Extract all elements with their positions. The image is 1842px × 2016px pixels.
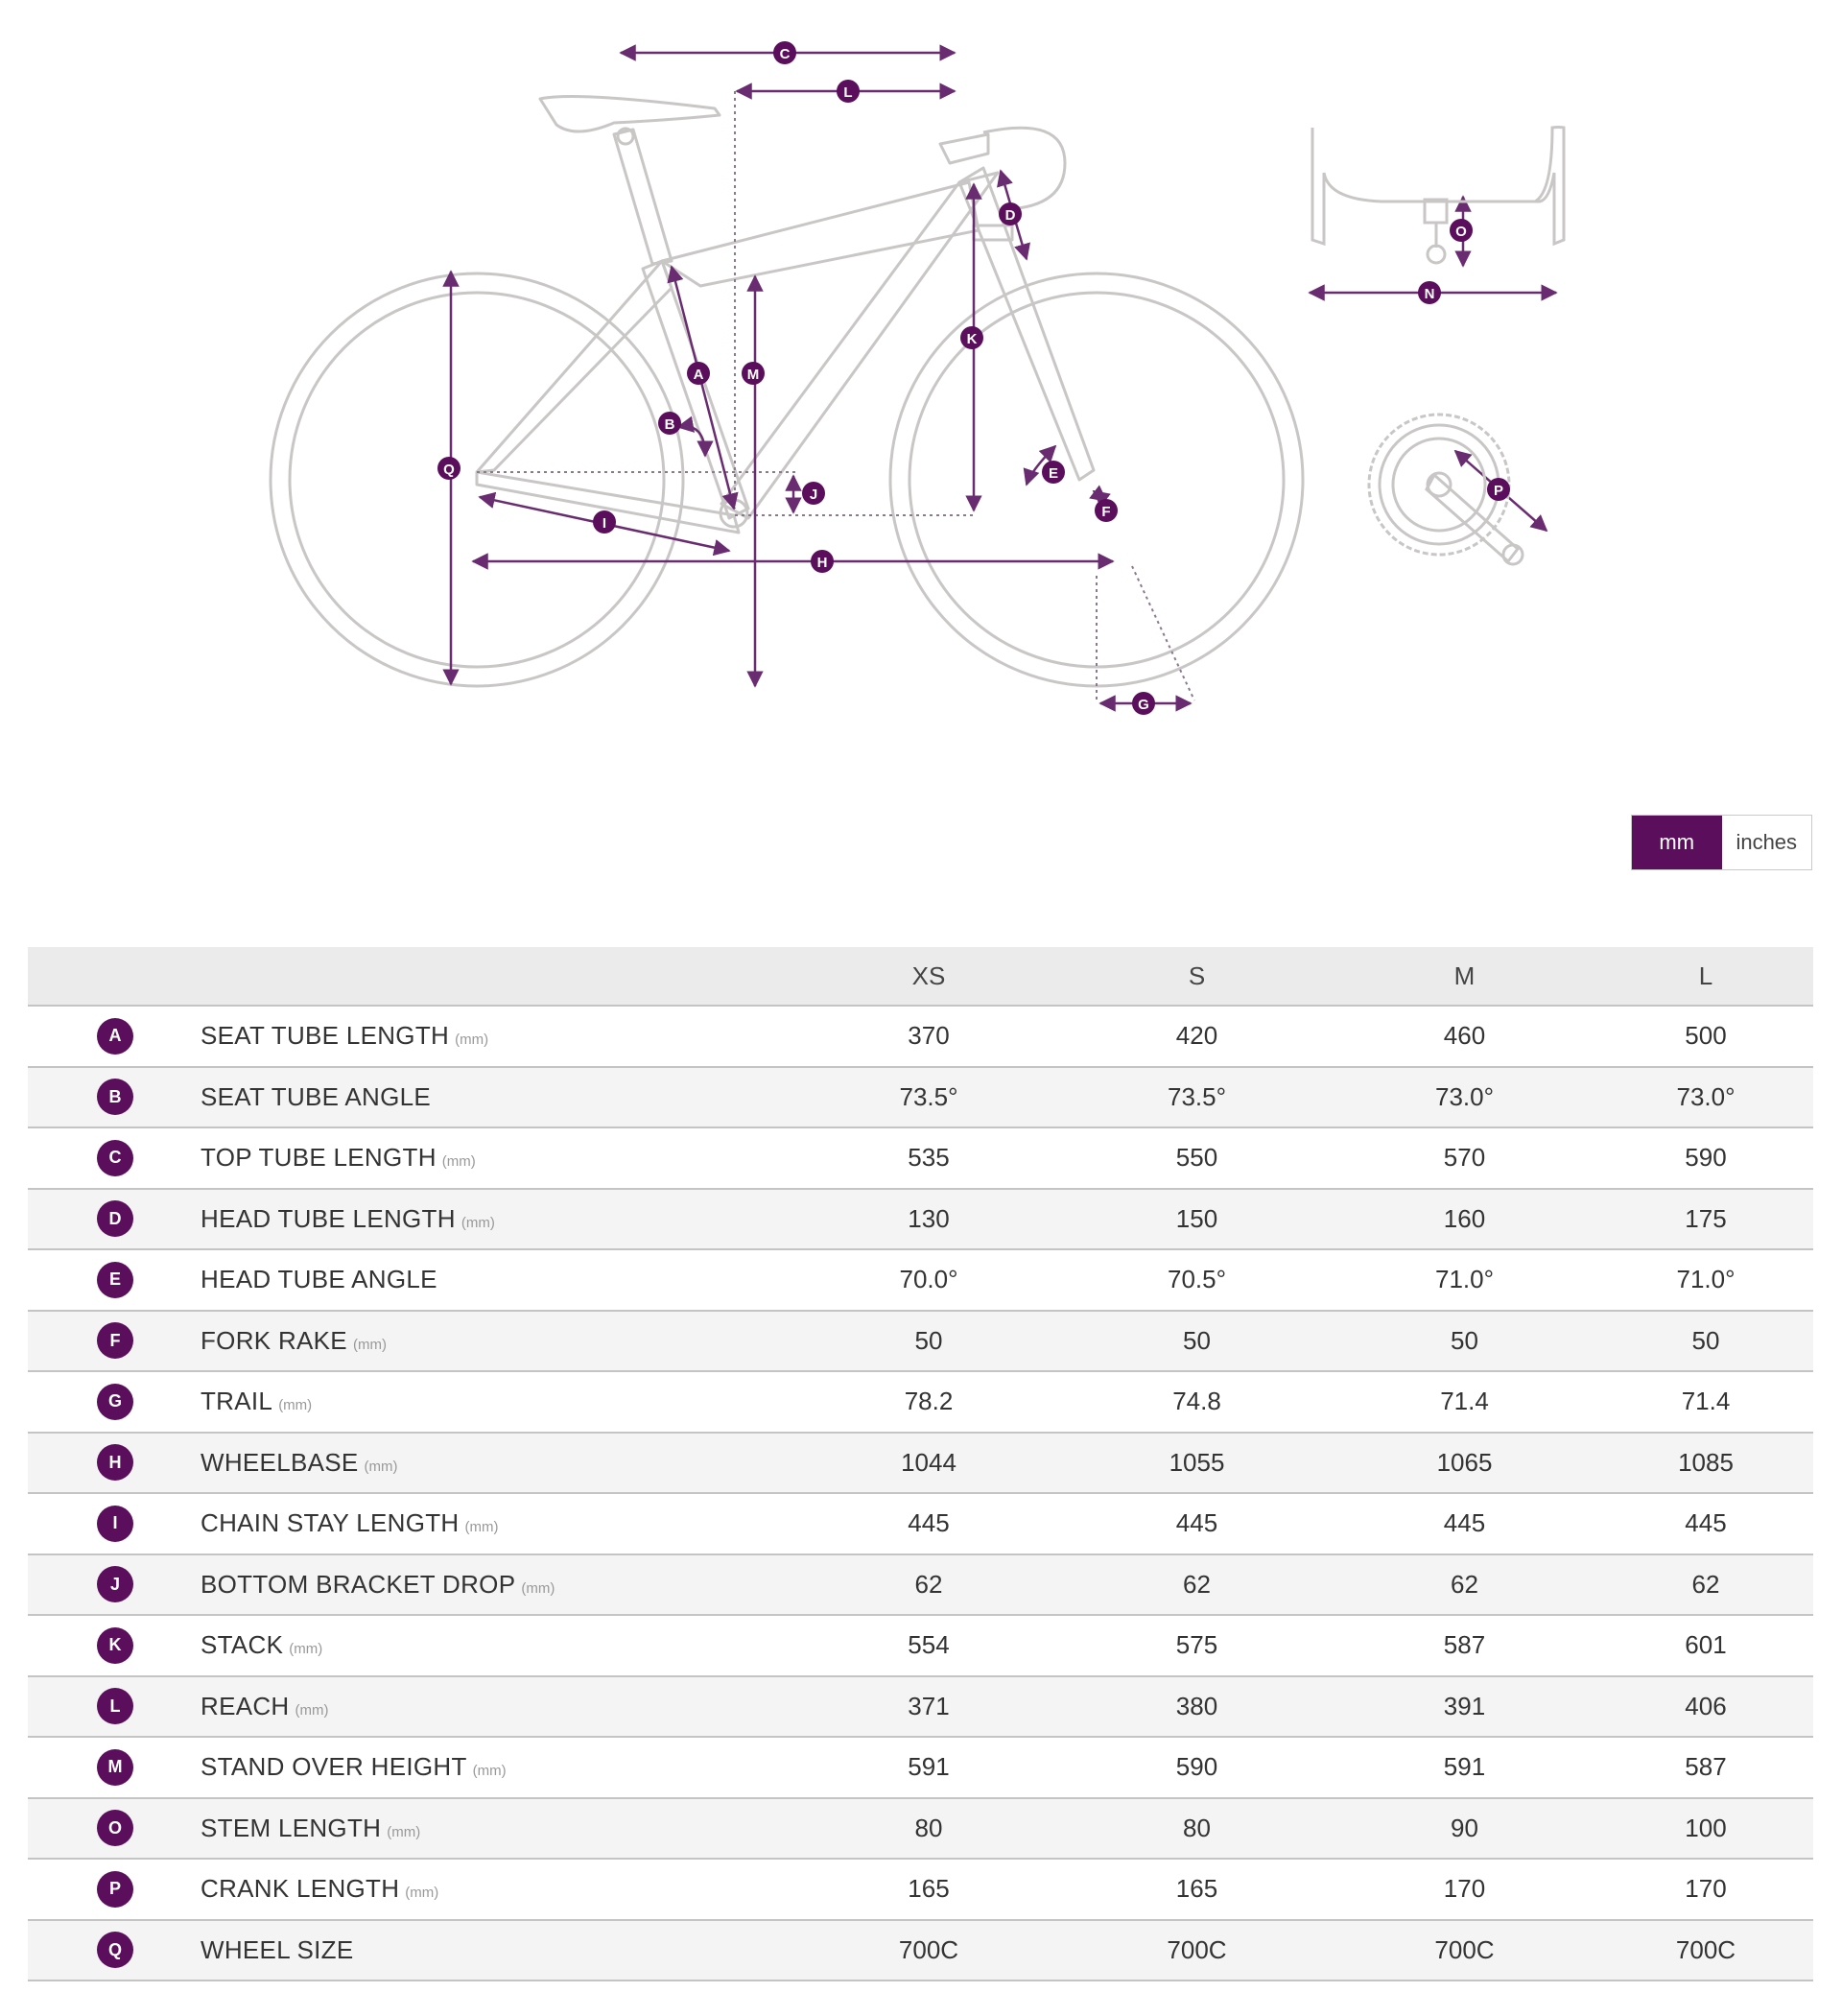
measurement-label: CHAIN STAY LENGTH <box>201 1508 460 1538</box>
value-cell: 50 <box>1183 1325 1211 1355</box>
badge-cell <box>28 1859 201 1920</box>
value-cell: 80 <box>1183 1813 1211 1842</box>
measurement-key-badge: C <box>97 1140 133 1176</box>
measurement-label-cell <box>201 1189 794 1250</box>
marker-q-badge <box>437 457 460 480</box>
value-cell: 380 <box>1175 1691 1218 1720</box>
measurement-label-cell <box>201 1127 794 1189</box>
marker-c-badge <box>773 41 796 64</box>
geometry-table-body <box>28 1006 1813 1980</box>
value-cell: 74.8 <box>1172 1387 1221 1416</box>
value-cell: 170 <box>1685 1874 1727 1904</box>
badge-cell <box>28 1615 201 1676</box>
measurement-key-badge: M <box>97 1749 133 1786</box>
measurement-label-cell <box>201 1920 794 1981</box>
measurement-key-badge: G <box>97 1384 133 1420</box>
table-row <box>28 1371 1813 1433</box>
value-cell: 62 <box>1691 1569 1720 1599</box>
marker-n-badge <box>1418 281 1441 304</box>
measurement-label: TRAIL <box>201 1387 273 1416</box>
measurement-unit: (mm) <box>441 1153 476 1171</box>
badge-cell <box>28 1067 201 1128</box>
measurement-label-cell <box>201 1433 794 1494</box>
table-row <box>28 1859 1813 1920</box>
badge-cell <box>28 1249 201 1311</box>
svg-text:M: M <box>746 367 760 383</box>
unit-mm-button[interactable]: mm <box>1632 816 1722 869</box>
value-cell: 591 <box>1443 1752 1486 1782</box>
measurement-label: HEAD TUBE LENGTH <box>201 1203 456 1233</box>
value-cell: 601 <box>1685 1630 1727 1660</box>
badge-cell <box>28 1371 201 1433</box>
table-row <box>28 1249 1813 1311</box>
measurement-label-cell <box>201 1554 794 1616</box>
measurement-key-badge: Q <box>97 1932 133 1968</box>
value-cell: 73.0° <box>1676 1081 1736 1111</box>
table-row <box>28 1067 1813 1128</box>
value-cell: 175 <box>1685 1203 1727 1233</box>
table-row <box>28 1676 1813 1738</box>
measurement-label-cell <box>201 1067 794 1128</box>
size-header-m: M <box>1453 961 1476 990</box>
badge-cell <box>28 1920 201 1981</box>
measurement-label: FORK RAKE <box>201 1325 347 1355</box>
value-cell: 170 <box>1443 1874 1486 1904</box>
table-row <box>28 1311 1813 1372</box>
marker-k-badge <box>960 326 983 349</box>
badge-cell <box>28 1737 201 1798</box>
svg-text:E: E <box>1048 465 1059 482</box>
measurement-unit: (mm) <box>464 1519 499 1536</box>
value-cell: 590 <box>1175 1752 1218 1782</box>
header-blank-label <box>201 947 794 1006</box>
badge-cell <box>28 1006 201 1067</box>
table-row <box>28 1798 1813 1860</box>
marker-o-badge <box>1450 219 1473 242</box>
measurement-key-badge: L <box>97 1688 133 1724</box>
value-cell: 535 <box>908 1143 950 1173</box>
value-cell: 1044 <box>901 1447 956 1477</box>
marker-h-badge <box>811 550 834 573</box>
table-row <box>28 1920 1813 1981</box>
value-cell: 591 <box>908 1752 950 1782</box>
value-cell: 587 <box>1443 1630 1486 1660</box>
value-cell: 100 <box>1685 1813 1727 1842</box>
measurement-label-cell <box>201 1249 794 1311</box>
measurement-unit: (mm) <box>460 1214 495 1231</box>
table-row <box>28 1127 1813 1189</box>
value-cell: 130 <box>908 1203 950 1233</box>
table-row <box>28 1493 1813 1554</box>
marker-d-badge <box>999 202 1022 225</box>
value-cell: 165 <box>908 1874 950 1904</box>
measurement-label: SEAT TUBE LENGTH <box>201 1021 450 1051</box>
value-cell: 70.5° <box>1167 1265 1226 1294</box>
measurement-key-badge: D <box>97 1200 133 1237</box>
bike-frame <box>477 97 1094 533</box>
value-cell: 73.0° <box>1434 1081 1494 1111</box>
value-cell: 550 <box>1175 1143 1218 1173</box>
value-cell: 150 <box>1175 1203 1218 1233</box>
marker-e-badge <box>1042 461 1065 484</box>
value-cell: 1085 <box>1678 1447 1734 1477</box>
value-cell: 73.5° <box>899 1081 958 1111</box>
value-cell: 1065 <box>1436 1447 1493 1477</box>
svg-text:J: J <box>809 486 818 503</box>
measurement-label-cell <box>201 1493 794 1554</box>
measurement-unit: (mm) <box>289 1641 323 1658</box>
badge-cell <box>28 1189 201 1250</box>
value-cell: 460 <box>1443 1021 1486 1051</box>
measurement-label: WHEEL SIZE <box>201 1934 354 1964</box>
measurement-unit: (mm) <box>364 1458 398 1475</box>
badge-cell <box>28 1493 201 1554</box>
svg-text:F: F <box>1101 504 1111 520</box>
measurement-key-badge: J <box>97 1566 133 1602</box>
marker-p-badge <box>1487 478 1510 501</box>
value-cell: 370 <box>908 1021 950 1051</box>
marker-g-badge <box>1132 692 1155 715</box>
value-cell: 71.4 <box>1681 1387 1731 1416</box>
measurement-label: BOTTOM BRACKET DROP <box>201 1569 516 1599</box>
value-cell: 73.5° <box>1167 1081 1226 1111</box>
measurement-label-cell <box>201 1371 794 1433</box>
measurement-key-badge: H <box>97 1444 133 1481</box>
value-cell: 90 <box>1451 1813 1478 1842</box>
handlebar-inset <box>1312 128 1564 264</box>
value-cell: 445 <box>1175 1508 1218 1538</box>
size-header-xs: XS <box>911 961 946 990</box>
value-cell: 80 <box>914 1813 943 1842</box>
marker-i-badge <box>593 510 616 534</box>
value-cell: 570 <box>1443 1143 1486 1173</box>
svg-text:B: B <box>664 416 675 433</box>
value-cell: 62 <box>1451 1569 1478 1599</box>
badge-cell <box>28 1127 201 1189</box>
unit-toggle <box>1631 815 1812 870</box>
value-cell: 445 <box>1685 1508 1727 1538</box>
value-cell: 50 <box>1451 1325 1478 1355</box>
measurement-label: TOP TUBE LENGTH <box>201 1143 437 1173</box>
table-row <box>28 1433 1813 1494</box>
table-row <box>28 1189 1813 1250</box>
measurement-label-cell <box>201 1676 794 1738</box>
value-cell: 71.0° <box>1434 1265 1494 1294</box>
value-cell: 78.2 <box>904 1387 954 1416</box>
svg-text:I: I <box>602 515 607 532</box>
marker-b-badge <box>658 412 681 435</box>
measurement-label: HEAD TUBE ANGLE <box>201 1265 437 1294</box>
measurement-label-cell <box>201 1311 794 1372</box>
size-header-s: S <box>1188 961 1206 990</box>
value-cell: 587 <box>1685 1752 1727 1782</box>
value-cell: 71.4 <box>1440 1387 1489 1416</box>
measurement-key-badge: F <box>97 1322 133 1359</box>
value-cell: 391 <box>1443 1691 1486 1720</box>
value-cell: 50 <box>1691 1325 1720 1355</box>
table-row <box>28 1554 1813 1616</box>
measurement-unit: (mm) <box>278 1397 313 1414</box>
value-cell: 554 <box>908 1630 950 1660</box>
svg-text:Q: Q <box>443 462 455 478</box>
size-header-row <box>28 947 1813 1006</box>
measurement-unit: (mm) <box>352 1336 387 1353</box>
size-header-l: L <box>1698 961 1713 990</box>
measurement-label-cell <box>201 1737 794 1798</box>
measurement-key-badge: E <box>97 1262 133 1298</box>
header-blank-badge <box>28 947 201 1006</box>
marker-l-badge <box>837 80 860 103</box>
value-cell: 500 <box>1685 1021 1727 1051</box>
measurement-label-cell <box>201 1859 794 1920</box>
measurement-key-badge: K <box>97 1627 133 1664</box>
value-cell: 160 <box>1443 1203 1486 1233</box>
measurement-unit: (mm) <box>455 1032 489 1049</box>
geometry-table <box>28 947 1813 1981</box>
measurement-key-badge: B <box>97 1079 133 1115</box>
svg-text:A: A <box>693 367 704 383</box>
measurement-unit: (mm) <box>472 1763 507 1780</box>
badge-cell <box>28 1433 201 1494</box>
measurement-label: CRANK LENGTH <box>201 1874 400 1904</box>
marker-m-badge <box>742 362 765 385</box>
measurement-key-badge: A <box>97 1018 133 1055</box>
value-cell: 700C <box>1675 1934 1736 1964</box>
value-cell: 62 <box>914 1569 943 1599</box>
svg-text:K: K <box>966 331 978 347</box>
bike-geometry-diagram <box>0 0 1842 748</box>
measurement-label: STAND OVER HEIGHT <box>201 1752 467 1782</box>
value-cell: 445 <box>908 1508 950 1538</box>
marker-f-badge <box>1095 499 1118 522</box>
measurement-label-cell <box>201 1798 794 1860</box>
table-row <box>28 1737 1813 1798</box>
measurement-label: REACH <box>201 1691 290 1720</box>
svg-text:G: G <box>1138 697 1149 713</box>
svg-text:O: O <box>1455 224 1467 240</box>
svg-text:P: P <box>1493 483 1504 499</box>
svg-text:H: H <box>816 555 828 571</box>
marker-j-badge <box>802 482 825 505</box>
svg-text:D: D <box>1004 207 1016 224</box>
value-cell: 700C <box>898 1934 959 1964</box>
measurement-key-badge: P <box>97 1871 133 1908</box>
value-cell: 71.0° <box>1676 1265 1736 1294</box>
value-cell: 406 <box>1685 1691 1727 1720</box>
unit-inches-button[interactable]: inches <box>1722 816 1812 869</box>
value-cell: 590 <box>1685 1143 1727 1173</box>
value-cell: 165 <box>1175 1874 1218 1904</box>
diagram-canvas <box>0 0 1842 748</box>
measurement-label: STEM LENGTH <box>201 1813 382 1842</box>
marker-a-badge <box>687 362 710 385</box>
table-row <box>28 1615 1813 1676</box>
table-row <box>28 1006 1813 1067</box>
measurement-label-cell <box>201 1006 794 1067</box>
measurement-unit: (mm) <box>295 1701 329 1719</box>
value-cell: 700C <box>1434 1934 1495 1964</box>
value-cell: 420 <box>1175 1021 1218 1051</box>
value-cell: 445 <box>1443 1508 1486 1538</box>
measurement-label: SEAT TUBE ANGLE <box>201 1081 432 1111</box>
value-cell: 575 <box>1175 1630 1218 1660</box>
measurement-unit: (mm) <box>387 1823 421 1840</box>
measurement-key-badge: O <box>97 1810 133 1846</box>
svg-text:L: L <box>843 84 853 101</box>
value-cell: 371 <box>908 1691 950 1720</box>
value-cell: 50 <box>914 1325 943 1355</box>
badge-cell <box>28 1676 201 1738</box>
badge-cell <box>28 1798 201 1860</box>
measurement-label-cell <box>201 1615 794 1676</box>
value-cell: 700C <box>1167 1934 1227 1964</box>
measurement-label: WHEELBASE <box>201 1447 359 1477</box>
badge-cell <box>28 1554 201 1616</box>
value-cell: 1055 <box>1169 1447 1225 1477</box>
measurement-label: STACK <box>201 1630 284 1660</box>
measurement-unit: (mm) <box>405 1885 439 1902</box>
svg-text:C: C <box>779 46 791 62</box>
value-cell: 62 <box>1183 1569 1211 1599</box>
value-cell: 70.0° <box>899 1265 958 1294</box>
badge-cell <box>28 1311 201 1372</box>
measurement-key-badge: I <box>97 1506 133 1542</box>
svg-text:N: N <box>1424 286 1435 302</box>
measurement-unit: (mm) <box>521 1579 555 1597</box>
